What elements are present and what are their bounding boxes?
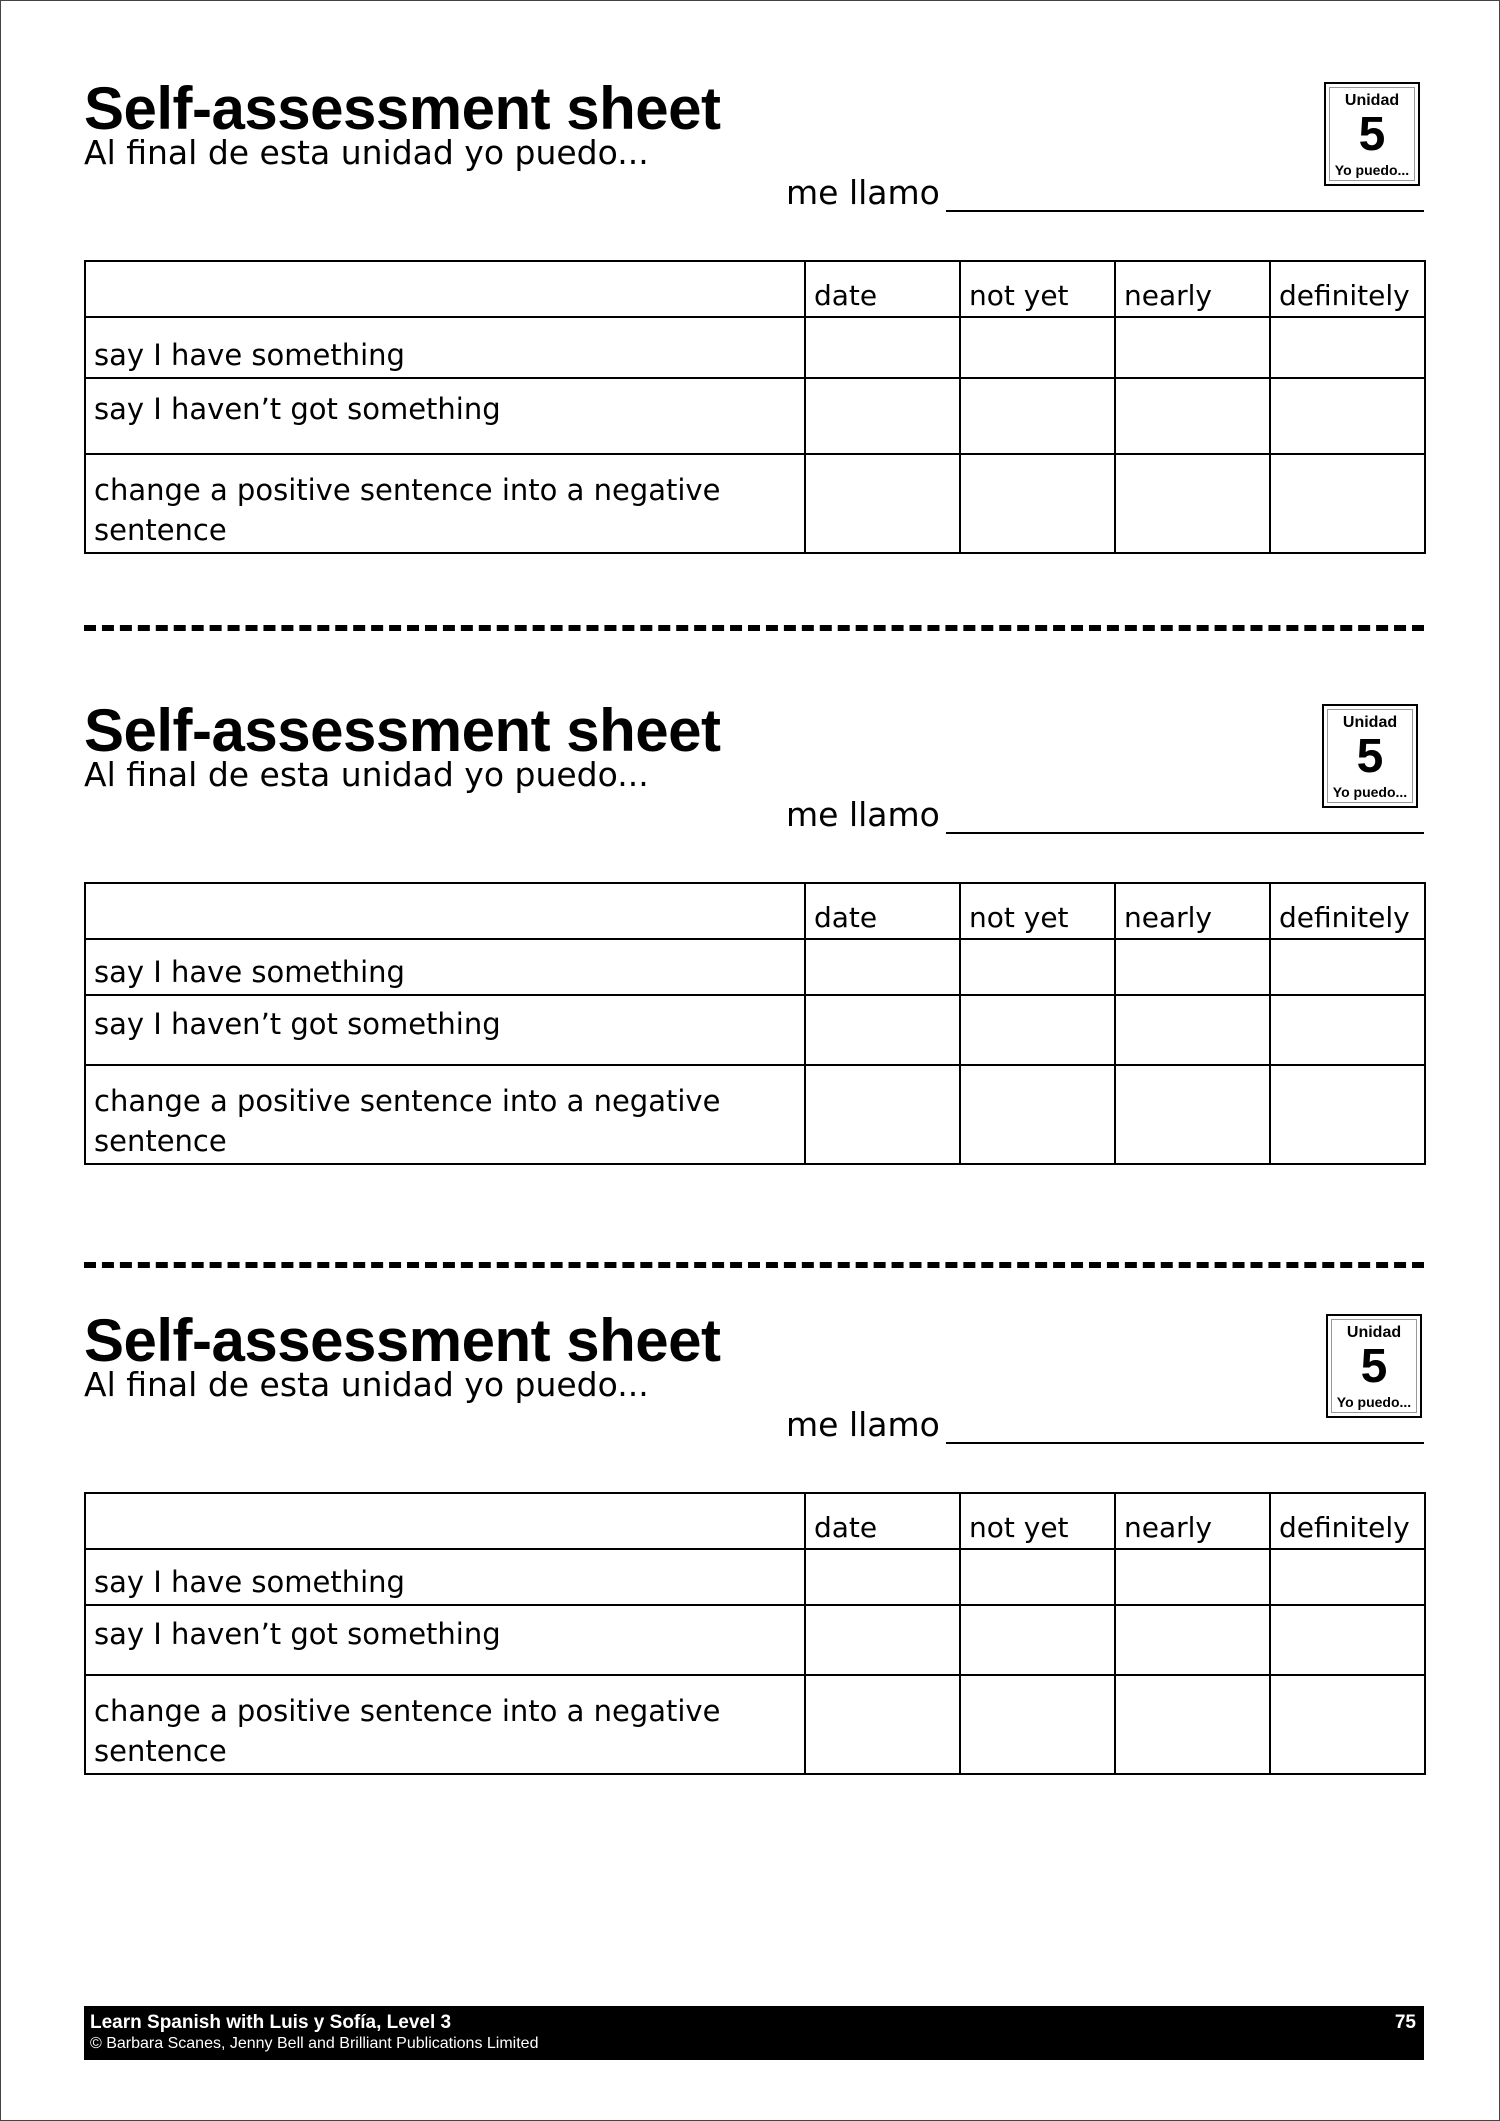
sheet-title: Self-assessment sheet <box>84 697 721 764</box>
cut-line <box>84 1262 1424 1268</box>
sheet-title: Self-assessment sheet <box>84 1307 721 1374</box>
badge-unit-number: 5 <box>1358 108 1386 161</box>
not-yet-cell[interactable] <box>960 1675 1115 1774</box>
badge-unit-number: 5 <box>1360 1340 1388 1393</box>
badge-caption: Yo puedo... <box>1334 162 1410 178</box>
definitely-cell[interactable] <box>1270 1549 1425 1605</box>
skill-cell: say I have something <box>85 317 805 378</box>
table-row <box>85 1605 1425 1675</box>
skill-cell: change a positive sentence into a negative sentence <box>85 1065 805 1164</box>
sheet-subtitle: Al final de esta unidad yo puedo... <box>84 133 649 172</box>
skill-cell: change a positive sentence into a negative sentence <box>85 454 805 553</box>
badge-caption: Yo puedo... <box>1332 784 1408 800</box>
not-yet-cell[interactable] <box>960 1605 1115 1675</box>
skill-cell: say I haven’t got something <box>85 995 805 1065</box>
assessment-sheet-3 <box>84 1308 1424 1828</box>
definitely-cell[interactable] <box>1270 1065 1425 1164</box>
name-label: me llamo <box>786 1405 940 1444</box>
footer-book-title: Learn Spanish with Luis y Sofía, Level 3 <box>90 2012 452 2033</box>
not-yet-cell[interactable] <box>960 1065 1115 1164</box>
page-number: 75 <box>1394 2012 1416 2033</box>
nearly-cell[interactable] <box>1115 317 1270 378</box>
header-cell-skill <box>85 883 805 939</box>
definitely-cell[interactable] <box>1270 454 1425 553</box>
assessment-table <box>84 260 1426 554</box>
definitely-cell[interactable] <box>1270 1675 1425 1774</box>
footer-copyright: © Barbara Scanes, Jenny Bell and Brilliant Publications Limited <box>90 2035 539 2052</box>
header-cell-date: date <box>805 883 960 939</box>
header-cell-not-yet: not yet <box>960 883 1115 939</box>
date-cell[interactable] <box>805 995 960 1065</box>
sheet-title: Self-assessment sheet <box>84 75 721 142</box>
table-row <box>85 454 1425 553</box>
definitely-cell[interactable] <box>1270 995 1425 1065</box>
table-row <box>85 1549 1425 1605</box>
nearly-cell[interactable] <box>1115 939 1270 995</box>
not-yet-cell[interactable] <box>960 939 1115 995</box>
unit-badge <box>1322 704 1418 808</box>
name-row <box>786 172 1424 216</box>
not-yet-cell[interactable] <box>960 1549 1115 1605</box>
table-row <box>85 1675 1425 1774</box>
table-row <box>85 939 1425 995</box>
header-cell-date: date <box>805 261 960 317</box>
table-row <box>85 317 1425 378</box>
date-cell[interactable] <box>805 1675 960 1774</box>
definitely-cell[interactable] <box>1270 378 1425 454</box>
header-cell-not-yet: not yet <box>960 1493 1115 1549</box>
header-cell-skill <box>85 1493 805 1549</box>
nearly-cell[interactable] <box>1115 454 1270 553</box>
table-header-row <box>85 261 1425 317</box>
table-row <box>85 995 1425 1065</box>
name-row <box>786 794 1424 838</box>
nearly-cell[interactable] <box>1115 1065 1270 1164</box>
table-header-row <box>85 1493 1425 1549</box>
definitely-cell[interactable] <box>1270 939 1425 995</box>
nearly-cell[interactable] <box>1115 995 1270 1065</box>
date-cell[interactable] <box>805 1549 960 1605</box>
name-label: me llamo <box>786 173 940 212</box>
cut-line <box>84 625 1424 631</box>
header-cell-definitely: definitely <box>1270 261 1425 317</box>
sheet-subtitle: Al final de esta unidad yo puedo... <box>84 1365 649 1404</box>
badge-caption: Yo puedo... <box>1336 1394 1412 1410</box>
not-yet-cell[interactable] <box>960 317 1115 378</box>
assessment-table <box>84 882 1426 1165</box>
date-cell[interactable] <box>805 378 960 454</box>
header-cell-definitely: definitely <box>1270 883 1425 939</box>
date-cell[interactable] <box>805 939 960 995</box>
header-cell-date: date <box>805 1493 960 1549</box>
date-cell[interactable] <box>805 1065 960 1164</box>
assessment-sheet-2 <box>84 698 1424 1218</box>
unit-badge <box>1326 1314 1422 1418</box>
skill-cell: change a positive sentence into a negative sentence <box>85 1675 805 1774</box>
name-write-line[interactable] <box>946 1442 1424 1444</box>
nearly-cell[interactable] <box>1115 1549 1270 1605</box>
definitely-cell[interactable] <box>1270 317 1425 378</box>
page-footer <box>84 2006 1424 2060</box>
skill-cell: say I haven’t got something <box>85 1605 805 1675</box>
skill-cell: say I have something <box>85 939 805 995</box>
date-cell[interactable] <box>805 1605 960 1675</box>
header-cell-nearly: nearly <box>1115 261 1270 317</box>
header-cell-definitely: definitely <box>1270 1493 1425 1549</box>
badge-unit-label: Unidad <box>1344 92 1400 109</box>
table-header-row <box>85 883 1425 939</box>
not-yet-cell[interactable] <box>960 378 1115 454</box>
assessment-sheet-1 <box>84 76 1424 596</box>
skill-cell: say I have something <box>85 1549 805 1605</box>
table-row <box>85 1065 1425 1164</box>
header-cell-not-yet: not yet <box>960 261 1115 317</box>
definitely-cell[interactable] <box>1270 1605 1425 1675</box>
table-row <box>85 378 1425 454</box>
badge-unit-number: 5 <box>1356 730 1384 783</box>
date-cell[interactable] <box>805 317 960 378</box>
not-yet-cell[interactable] <box>960 454 1115 553</box>
header-cell-nearly: nearly <box>1115 1493 1270 1549</box>
name-write-line[interactable] <box>946 210 1424 212</box>
name-label: me llamo <box>786 795 940 834</box>
date-cell[interactable] <box>805 454 960 553</box>
skill-cell: say I haven’t got something <box>85 378 805 454</box>
nearly-cell[interactable] <box>1115 378 1270 454</box>
not-yet-cell[interactable] <box>960 995 1115 1065</box>
badge-unit-label: Unidad <box>1346 1324 1402 1341</box>
nearly-cell[interactable] <box>1115 1675 1270 1774</box>
sheet-subtitle: Al final de esta unidad yo puedo... <box>84 755 649 794</box>
nearly-cell[interactable] <box>1115 1605 1270 1675</box>
badge-unit-label: Unidad <box>1342 714 1398 731</box>
name-write-line[interactable] <box>946 832 1424 834</box>
unit-badge <box>1324 82 1420 186</box>
name-row <box>786 1404 1424 1448</box>
header-cell-nearly: nearly <box>1115 883 1270 939</box>
assessment-table <box>84 1492 1426 1775</box>
header-cell-skill <box>85 261 805 317</box>
